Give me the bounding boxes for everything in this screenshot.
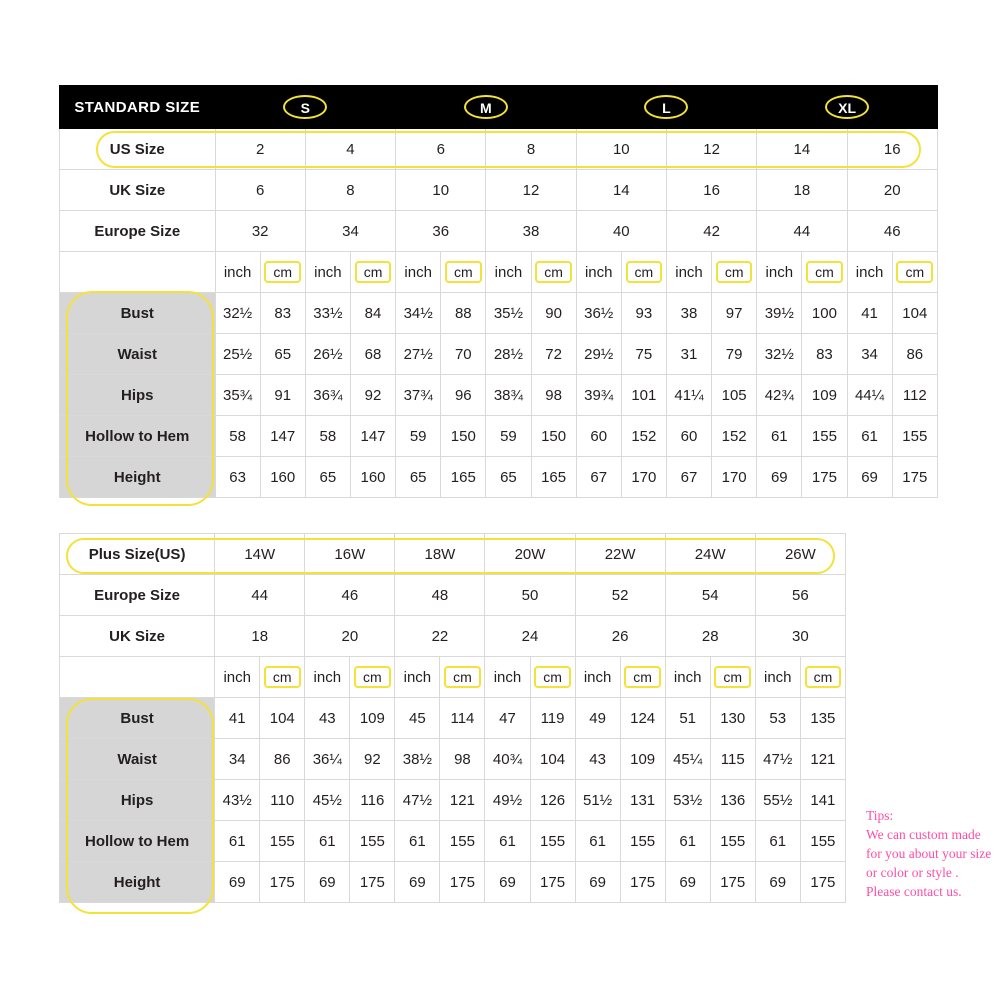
row-label-height: Height xyxy=(60,457,216,498)
cell: 79 xyxy=(712,334,757,375)
cell: 10 xyxy=(576,129,666,170)
size-bubble-m: M xyxy=(464,95,508,119)
standard-header-title: STANDARD SIZE xyxy=(60,86,216,129)
cell: 39½ xyxy=(757,293,802,334)
unit-cm: cm xyxy=(806,261,843,283)
cell: 56 xyxy=(755,575,845,616)
row-label-europe-size-plus: Europe Size xyxy=(60,575,215,616)
cell: 131 xyxy=(620,780,665,821)
cell: 110 xyxy=(260,780,305,821)
cell: 46 xyxy=(847,211,938,252)
cell: 104 xyxy=(260,698,305,739)
cell: 155 xyxy=(260,821,305,862)
cell: 61 xyxy=(485,821,530,862)
cell: 75 xyxy=(621,334,666,375)
cell: 101 xyxy=(621,375,666,416)
unit-inch: inch xyxy=(757,252,802,293)
row-label-uk-size: UK Size xyxy=(60,170,216,211)
cell: 65 xyxy=(260,334,305,375)
cell: 28 xyxy=(665,616,755,657)
cell: 124 xyxy=(620,698,665,739)
row-label-bust-plus: Bust xyxy=(60,698,215,739)
cell: 20 xyxy=(847,170,938,211)
cell: 34 xyxy=(305,211,395,252)
cell: 121 xyxy=(800,739,845,780)
cell: 18 xyxy=(215,616,305,657)
cell: 116 xyxy=(350,780,395,821)
cell: 50 xyxy=(485,575,575,616)
cell: 60 xyxy=(576,416,621,457)
cell: 141 xyxy=(800,780,845,821)
cell: 65 xyxy=(305,457,350,498)
table-row xyxy=(60,170,938,211)
tips-line: Tips: xyxy=(866,808,894,823)
cell: 69 xyxy=(755,862,800,903)
cell: 33½ xyxy=(305,293,350,334)
row-label-europe-size: Europe Size xyxy=(60,211,216,252)
cell: 4 xyxy=(305,129,395,170)
tips-line: for you about your size xyxy=(866,846,992,861)
unit-inch: inch xyxy=(396,252,441,293)
cell: 39¾ xyxy=(576,375,621,416)
unit-cm: cm xyxy=(444,666,481,688)
unit-cm-cell xyxy=(800,657,845,698)
cell: 119 xyxy=(530,698,575,739)
unit-inch: inch xyxy=(576,252,621,293)
row-label-hips-plus: Hips xyxy=(60,780,215,821)
cell: 31 xyxy=(666,334,711,375)
size-bubble-s-cell xyxy=(215,86,396,129)
cell: 47 xyxy=(485,698,530,739)
unit-cm-cell xyxy=(260,252,305,293)
unit-cm: cm xyxy=(445,261,482,283)
cell: 130 xyxy=(710,698,755,739)
cell: 22W xyxy=(575,534,665,575)
tips-line: We can custom made xyxy=(866,827,981,842)
cell: 152 xyxy=(712,416,757,457)
cell: 40¾ xyxy=(485,739,530,780)
unit-cm: cm xyxy=(714,666,751,688)
unit-cm-cell xyxy=(441,252,486,293)
unit-cm: cm xyxy=(354,666,391,688)
cell: 25½ xyxy=(215,334,260,375)
cell: 175 xyxy=(710,862,755,903)
cell: 68 xyxy=(350,334,395,375)
cell: 155 xyxy=(802,416,847,457)
row-label-units-plus xyxy=(60,657,215,698)
table-row xyxy=(60,821,846,862)
cell: 43½ xyxy=(215,780,260,821)
cell: 147 xyxy=(260,416,305,457)
row-label-us-size: US Size xyxy=(60,129,216,170)
cell: 175 xyxy=(620,862,665,903)
table-row xyxy=(60,739,846,780)
cell: 14 xyxy=(757,129,847,170)
cell: 91 xyxy=(260,375,305,416)
table-row xyxy=(60,780,846,821)
cell: 44 xyxy=(215,575,305,616)
row-label-uk-size-plus: UK Size xyxy=(60,616,215,657)
cell: 34 xyxy=(215,739,260,780)
row-label-waist: Waist xyxy=(60,334,216,375)
unit-inch: inch xyxy=(215,657,260,698)
cell: 41 xyxy=(847,293,892,334)
cell: 63 xyxy=(215,457,260,498)
cell: 12 xyxy=(666,129,756,170)
cell: 37¾ xyxy=(396,375,441,416)
cell: 175 xyxy=(802,457,847,498)
cell: 160 xyxy=(260,457,305,498)
cell: 165 xyxy=(441,457,486,498)
cell: 53 xyxy=(755,698,800,739)
cell: 6 xyxy=(215,170,305,211)
cell: 58 xyxy=(305,416,350,457)
cell: 109 xyxy=(620,739,665,780)
plus-size-table xyxy=(59,533,846,903)
cell: 43 xyxy=(305,698,350,739)
row-label-bust: Bust xyxy=(60,293,216,334)
unit-cm: cm xyxy=(805,666,842,688)
cell: 20W xyxy=(485,534,575,575)
cell: 61 xyxy=(847,416,892,457)
row-label-plus-size-us: Plus Size(US) xyxy=(60,534,215,575)
table-row xyxy=(60,293,938,334)
size-bubble-xl-cell xyxy=(757,86,938,129)
plus-unit-row xyxy=(60,657,846,698)
cell: 16 xyxy=(847,129,938,170)
cell: 30 xyxy=(755,616,845,657)
cell: 34½ xyxy=(396,293,441,334)
cell: 36¾ xyxy=(305,375,350,416)
cell: 26½ xyxy=(305,334,350,375)
cell: 97 xyxy=(712,293,757,334)
cell: 61 xyxy=(755,821,800,862)
unit-cm: cm xyxy=(896,261,933,283)
unit-cm: cm xyxy=(355,261,392,283)
cell: 53½ xyxy=(665,780,710,821)
unit-cm-cell xyxy=(530,657,575,698)
cell: 98 xyxy=(440,739,485,780)
cell: 65 xyxy=(396,457,441,498)
unit-cm: cm xyxy=(535,261,572,283)
table-row xyxy=(60,129,938,170)
size-bubble-l-cell xyxy=(576,86,757,129)
cell: 69 xyxy=(305,862,350,903)
unit-cm-cell xyxy=(531,252,576,293)
cell: 72 xyxy=(531,334,576,375)
row-label-height-plus: Height xyxy=(60,862,215,903)
cell: 38 xyxy=(666,293,711,334)
cell: 38 xyxy=(486,211,576,252)
cell: 93 xyxy=(621,293,666,334)
unit-inch: inch xyxy=(305,657,350,698)
cell: 18 xyxy=(757,170,847,211)
cell: 150 xyxy=(531,416,576,457)
cell: 152 xyxy=(621,416,666,457)
cell: 69 xyxy=(485,862,530,903)
cell: 115 xyxy=(710,739,755,780)
cell: 32½ xyxy=(757,334,802,375)
unit-inch: inch xyxy=(485,657,530,698)
unit-cm: cm xyxy=(626,261,663,283)
cell: 69 xyxy=(757,457,802,498)
cell: 160 xyxy=(350,457,395,498)
cell: 67 xyxy=(576,457,621,498)
unit-inch: inch xyxy=(755,657,800,698)
unit-inch: inch xyxy=(847,252,892,293)
cell: 38¾ xyxy=(486,375,531,416)
cell: 155 xyxy=(710,821,755,862)
cell: 59 xyxy=(396,416,441,457)
unit-inch: inch xyxy=(575,657,620,698)
plus-size-table-container xyxy=(59,533,846,903)
cell: 14 xyxy=(576,170,666,211)
unit-cm: cm xyxy=(264,666,301,688)
table-row xyxy=(60,375,938,416)
unit-cm: cm xyxy=(264,261,301,283)
cell: 92 xyxy=(350,375,395,416)
cell: 32 xyxy=(215,211,305,252)
cell: 28½ xyxy=(486,334,531,375)
cell: 155 xyxy=(800,821,845,862)
cell: 155 xyxy=(530,821,575,862)
cell: 61 xyxy=(665,821,710,862)
cell: 69 xyxy=(395,862,440,903)
cell: 18W xyxy=(395,534,485,575)
standard-header-row xyxy=(60,86,938,129)
cell: 175 xyxy=(260,862,305,903)
cell: 46 xyxy=(305,575,395,616)
cell: 22 xyxy=(395,616,485,657)
unit-inch: inch xyxy=(486,252,531,293)
standard-unit-row xyxy=(60,252,938,293)
cell: 42 xyxy=(666,211,756,252)
unit-inch: inch xyxy=(665,657,710,698)
cell: 126 xyxy=(530,780,575,821)
cell: 96 xyxy=(441,375,486,416)
unit-cm-cell xyxy=(350,252,395,293)
unit-cm-cell xyxy=(620,657,665,698)
cell: 42¾ xyxy=(757,375,802,416)
cell: 36 xyxy=(396,211,486,252)
unit-inch: inch xyxy=(215,252,260,293)
size-bubble-m-cell xyxy=(396,86,577,129)
cell: 34 xyxy=(847,334,892,375)
tips-line: Please contact us. xyxy=(866,884,962,899)
cell: 104 xyxy=(892,293,937,334)
cell: 170 xyxy=(621,457,666,498)
cell: 8 xyxy=(305,170,395,211)
table-row xyxy=(60,616,846,657)
unit-cm-cell xyxy=(621,252,666,293)
cell: 24 xyxy=(485,616,575,657)
cell: 150 xyxy=(441,416,486,457)
cell: 175 xyxy=(892,457,937,498)
cell: 35¾ xyxy=(215,375,260,416)
unit-cm-cell xyxy=(710,657,755,698)
cell: 52 xyxy=(575,575,665,616)
cell: 83 xyxy=(802,334,847,375)
cell: 175 xyxy=(440,862,485,903)
unit-cm-cell xyxy=(712,252,757,293)
cell: 175 xyxy=(530,862,575,903)
cell: 112 xyxy=(892,375,937,416)
row-label-hollow-to-hem: Hollow to Hem xyxy=(60,416,216,457)
cell: 45 xyxy=(395,698,440,739)
unit-cm-cell xyxy=(892,252,937,293)
cell: 54 xyxy=(665,575,755,616)
cell: 35½ xyxy=(486,293,531,334)
unit-inch: inch xyxy=(666,252,711,293)
cell: 24W xyxy=(665,534,755,575)
cell: 41¼ xyxy=(666,375,711,416)
cell: 44¼ xyxy=(847,375,892,416)
cell: 38½ xyxy=(395,739,440,780)
cell: 29½ xyxy=(576,334,621,375)
unit-cm-cell xyxy=(440,657,485,698)
cell: 58 xyxy=(215,416,260,457)
cell: 61 xyxy=(575,821,620,862)
unit-cm-cell xyxy=(802,252,847,293)
cell: 92 xyxy=(350,739,395,780)
tips-note xyxy=(866,806,996,901)
cell: 60 xyxy=(666,416,711,457)
table-row xyxy=(60,211,938,252)
cell: 69 xyxy=(575,862,620,903)
row-label-hips: Hips xyxy=(60,375,216,416)
cell: 40 xyxy=(576,211,666,252)
cell: 147 xyxy=(350,416,395,457)
cell: 155 xyxy=(440,821,485,862)
cell: 48 xyxy=(395,575,485,616)
cell: 10 xyxy=(396,170,486,211)
cell: 61 xyxy=(305,821,350,862)
cell: 36½ xyxy=(576,293,621,334)
row-label-hollow-to-hem-plus: Hollow to Hem xyxy=(60,821,215,862)
cell: 41 xyxy=(215,698,260,739)
cell: 175 xyxy=(800,862,845,903)
size-bubble-l: L xyxy=(644,95,688,119)
cell: 32½ xyxy=(215,293,260,334)
cell: 16 xyxy=(666,170,756,211)
cell: 51½ xyxy=(575,780,620,821)
cell: 155 xyxy=(892,416,937,457)
table-row xyxy=(60,416,938,457)
cell: 114 xyxy=(440,698,485,739)
unit-cm: cm xyxy=(716,261,753,283)
cell: 43 xyxy=(575,739,620,780)
cell: 155 xyxy=(620,821,665,862)
cell: 20 xyxy=(305,616,395,657)
cell: 84 xyxy=(350,293,395,334)
cell: 88 xyxy=(441,293,486,334)
table-row xyxy=(60,698,846,739)
cell: 14W xyxy=(215,534,305,575)
unit-cm-cell xyxy=(260,657,305,698)
unit-inch: inch xyxy=(305,252,350,293)
table-row xyxy=(60,575,846,616)
size-bubble-xl: XL xyxy=(825,95,869,119)
unit-cm: cm xyxy=(624,666,661,688)
cell: 100 xyxy=(802,293,847,334)
unit-inch: inch xyxy=(395,657,440,698)
cell: 49 xyxy=(575,698,620,739)
cell: 27½ xyxy=(396,334,441,375)
row-label-units xyxy=(60,252,216,293)
cell: 175 xyxy=(350,862,395,903)
tips-line: or color or style . xyxy=(866,865,959,880)
cell: 69 xyxy=(215,862,260,903)
unit-cm-cell xyxy=(350,657,395,698)
cell: 155 xyxy=(350,821,395,862)
row-label-waist-plus: Waist xyxy=(60,739,215,780)
cell: 51 xyxy=(665,698,710,739)
cell: 2 xyxy=(215,129,305,170)
cell: 86 xyxy=(892,334,937,375)
cell: 59 xyxy=(486,416,531,457)
table-row xyxy=(60,862,846,903)
cell: 109 xyxy=(802,375,847,416)
cell: 12 xyxy=(486,170,576,211)
size-bubble-s: S xyxy=(283,95,327,119)
table-row xyxy=(60,457,938,498)
cell: 55½ xyxy=(755,780,800,821)
cell: 69 xyxy=(847,457,892,498)
cell: 16W xyxy=(305,534,395,575)
cell: 135 xyxy=(800,698,845,739)
cell: 49½ xyxy=(485,780,530,821)
cell: 165 xyxy=(531,457,576,498)
cell: 86 xyxy=(260,739,305,780)
cell: 61 xyxy=(395,821,440,862)
cell: 121 xyxy=(440,780,485,821)
cell: 90 xyxy=(531,293,576,334)
cell: 26W xyxy=(755,534,845,575)
cell: 105 xyxy=(712,375,757,416)
cell: 45½ xyxy=(305,780,350,821)
table-row xyxy=(60,334,938,375)
cell: 170 xyxy=(712,457,757,498)
cell: 45¼ xyxy=(665,739,710,780)
cell: 6 xyxy=(396,129,486,170)
cell: 83 xyxy=(260,293,305,334)
table-row xyxy=(60,534,846,575)
cell: 47½ xyxy=(395,780,440,821)
cell: 136 xyxy=(710,780,755,821)
cell: 36¼ xyxy=(305,739,350,780)
cell: 104 xyxy=(530,739,575,780)
unit-cm: cm xyxy=(534,666,571,688)
cell: 26 xyxy=(575,616,665,657)
cell: 8 xyxy=(486,129,576,170)
cell: 61 xyxy=(757,416,802,457)
cell: 69 xyxy=(665,862,710,903)
cell: 109 xyxy=(350,698,395,739)
cell: 47½ xyxy=(755,739,800,780)
cell: 67 xyxy=(666,457,711,498)
cell: 70 xyxy=(441,334,486,375)
cell: 65 xyxy=(486,457,531,498)
cell: 98 xyxy=(531,375,576,416)
cell: 61 xyxy=(215,821,260,862)
cell: 44 xyxy=(757,211,847,252)
standard-size-table xyxy=(59,85,938,498)
standard-size-table-container xyxy=(59,85,938,498)
